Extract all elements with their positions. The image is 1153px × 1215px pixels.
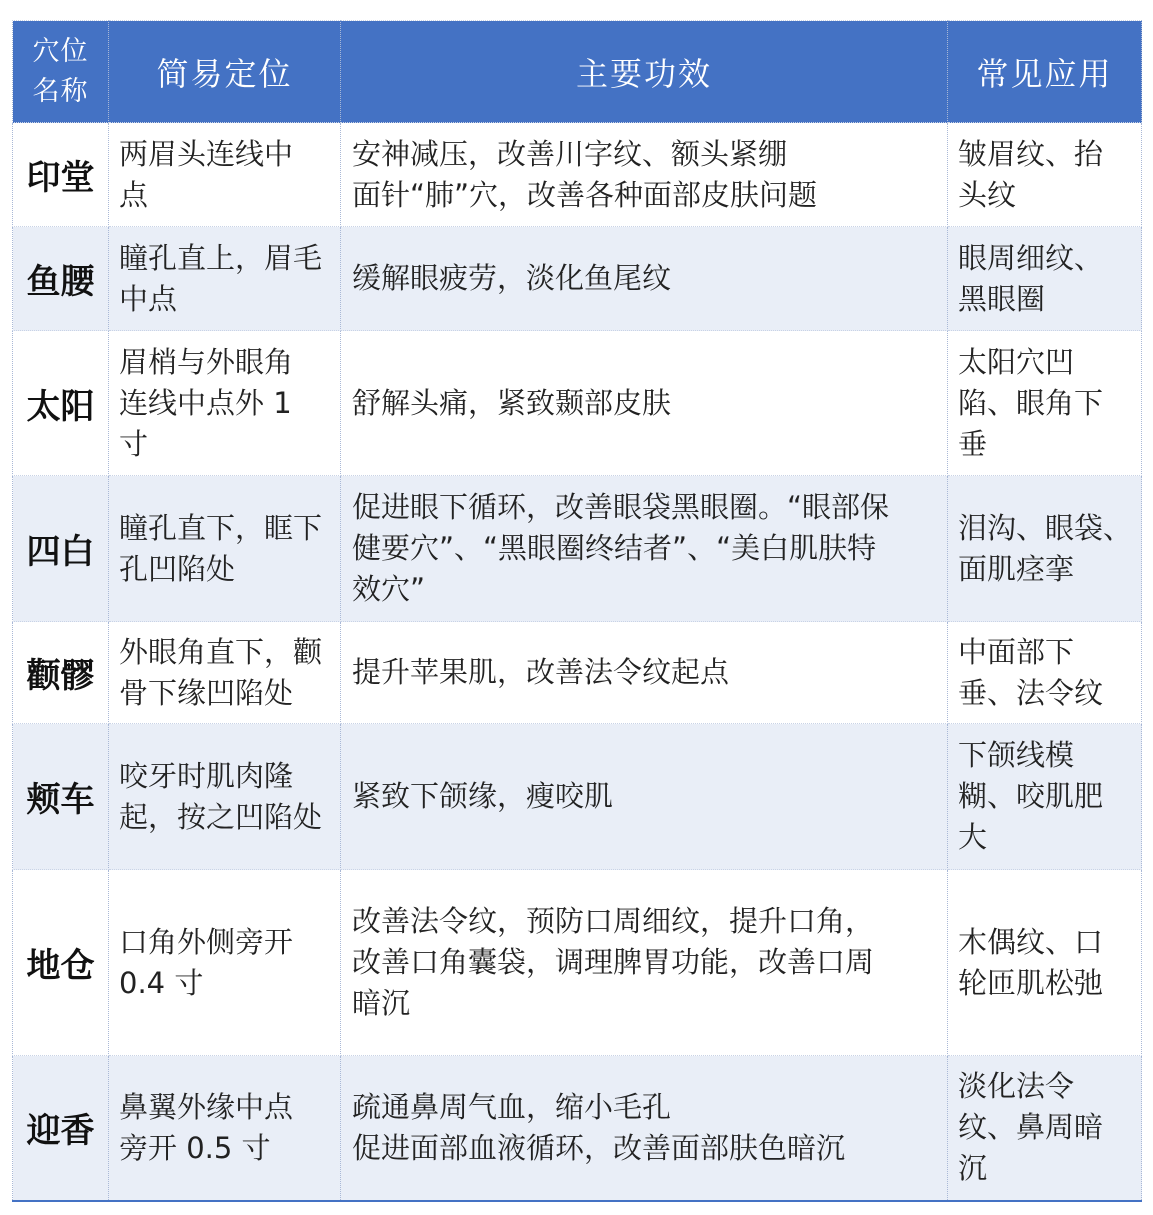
- location-cell: 外眼角直下，颧 骨下缘凹陷处: [109, 622, 341, 724]
- application-cell: 中面部下 垂、法令纹: [948, 622, 1142, 724]
- effect-cell: 改善法令纹，预防口周细纹，提升口角， 改善口角囊袋，调理脾胃功能，改善口周 暗沉: [341, 870, 948, 1056]
- application-cell: 泪沟、眼袋、 面肌痉挛: [948, 476, 1142, 622]
- application-cell: 眼周细纹、 黑眼圈: [948, 227, 1142, 331]
- location-cell: 两眉头连线中 点: [109, 123, 341, 227]
- acupoint-name: 印堂: [13, 123, 109, 227]
- table-row: [13, 622, 1142, 724]
- application-cell: 下颌线模 糊、咬肌肥 大: [948, 724, 1142, 870]
- application-cell: 太阳穴凹 陷、眼角下 垂: [948, 331, 1142, 476]
- table-row: [13, 1056, 1142, 1201]
- table-row: [13, 123, 1142, 227]
- application-cell: 木偶纹、口 轮匝肌松弛: [948, 870, 1142, 1056]
- header-application: 常见应用: [948, 21, 1142, 123]
- table-row: [13, 331, 1142, 476]
- location-cell: 咬牙时肌肉隆 起，按之凹陷处: [109, 724, 341, 870]
- effect-cell: 疏通鼻周气血，缩小毛孔 促进面部血液循环，改善面部肤色暗沉: [341, 1056, 948, 1201]
- table-row: [13, 724, 1142, 870]
- effect-cell: 促进眼下循环，改善眼袋黑眼圈。“眼部保 健要穴”、“黑眼圈终结者”、“美白肌肤特 效穴”: [341, 476, 948, 622]
- effect-cell: 安神减压，改善川字纹、额头紧绷 面针“肺”穴，改善各种面部皮肤问题: [341, 123, 948, 227]
- header-effect: 主要功效: [341, 21, 948, 123]
- acupoint-name: 迎香: [13, 1056, 109, 1201]
- acupoint-name: 地仓: [13, 870, 109, 1056]
- acupoint-name: 四白: [13, 476, 109, 622]
- table-row: [13, 227, 1142, 331]
- effect-cell: 缓解眼疲劳，淡化鱼尾纹: [341, 227, 948, 331]
- location-cell: 眉梢与外眼角 连线中点外 1 寸: [109, 331, 341, 476]
- location-cell: 瞳孔直下，眶下 孔凹陷处: [109, 476, 341, 622]
- table-row: [13, 476, 1142, 622]
- table-header-row: [13, 21, 1142, 123]
- table-row: [13, 870, 1142, 1056]
- application-cell: 皱眉纹、抬 头纹: [948, 123, 1142, 227]
- location-cell: 口角外侧旁开 0.4 寸: [109, 870, 341, 1056]
- header-acupoint-name: 穴位 名称: [13, 21, 109, 123]
- application-cell: 淡化法令 纹、鼻周暗 沉: [948, 1056, 1142, 1201]
- acupoint-name: 颧髎: [13, 622, 109, 724]
- acupoint-name: 颊车: [13, 724, 109, 870]
- acupoint-name: 鱼腰: [13, 227, 109, 331]
- location-cell: 鼻翼外缘中点 旁开 0.5 寸: [109, 1056, 341, 1201]
- location-cell: 瞳孔直上，眉毛 中点: [109, 227, 341, 331]
- acupoint-table: [12, 20, 1142, 1202]
- acupoint-name: 太阳: [13, 331, 109, 476]
- header-location: 简易定位: [109, 21, 341, 123]
- effect-cell: 紧致下颌缘，瘦咬肌: [341, 724, 948, 870]
- effect-cell: 提升苹果肌，改善法令纹起点: [341, 622, 948, 724]
- effect-cell: 舒解头痛，紧致颞部皮肤: [341, 331, 948, 476]
